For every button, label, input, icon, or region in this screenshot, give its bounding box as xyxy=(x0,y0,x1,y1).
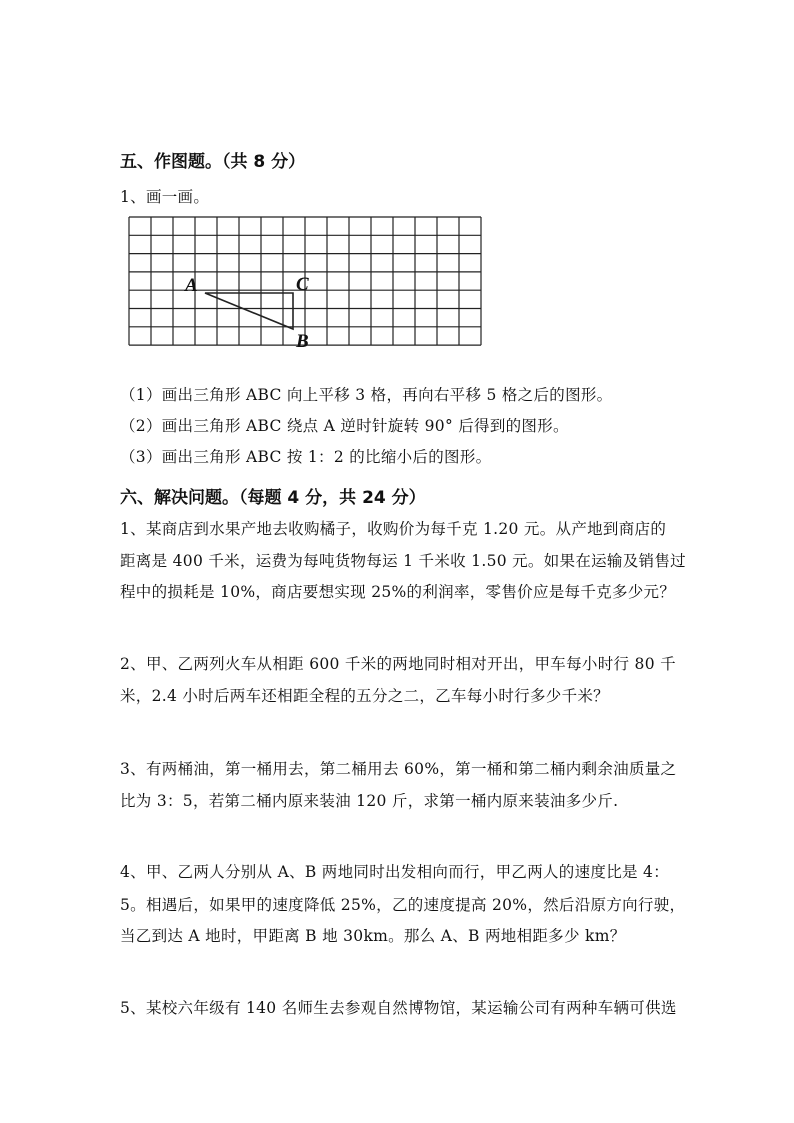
problem-4-line-2: 5。相遇后，如果甲的速度降低 25%，乙的速度提高 20%，然后沿原方向行驶， xyxy=(120,896,686,914)
problem-1-line-3: 程中的损耗是 10%，商店要想实现 25%的利润率，零售价应是每千克多少元？ xyxy=(120,583,676,601)
section6-heading: 六、解决问题。（每题 4 分，共 24 分） xyxy=(120,488,426,508)
question-1-title: 1、画一画。 xyxy=(120,188,210,206)
problem-3-line-1: 3、有两桶油，第一桶用去，第二桶用去 60%，第一桶和第二桶内剩余油质量之 xyxy=(120,760,677,778)
drawing-grid xyxy=(128,216,488,368)
problem-4-line-1: 4、甲、乙两人分别从 A、B 两地同时出发相向而行，甲乙两人的速度比是 4： xyxy=(120,863,669,881)
problem-4-line-3: 当乙到达 A 地时，甲距离 B 地 30km。那么 A、B 两地相距多少 km？ xyxy=(120,927,626,945)
sub-question-3: （3）画出三角形 ABC 按 1：2 的比缩小后的图形。 xyxy=(120,448,492,466)
sub-question-2: （2）画出三角形 ABC 绕点 A 逆时针旋转 90° 后得到的图形。 xyxy=(120,417,569,435)
problem-3-line-2: 比为 3：5，若第二桶内原来装油 120 斤，求第一桶内原来装油多少斤. xyxy=(120,792,619,810)
problem-1-line-1: 1、某商店到水果产地去收购橘子，收购价为每千克 1.20 元。从产地到商店的 xyxy=(120,520,667,538)
label-a: A xyxy=(185,275,198,296)
triangle-abc xyxy=(205,293,293,329)
section5-heading: 五、作图题。（共 8 分） xyxy=(120,152,306,172)
problem-5-line-1: 5、某校六年级有 140 名师生去参观自然博物馆，某运输公司有两种车辆可供选 xyxy=(120,999,677,1017)
label-c: C xyxy=(296,274,309,295)
sub-question-1: （1）画出三角形 ABC 向上平移 3 格，再向右平移 5 格之后的图形。 xyxy=(120,386,613,404)
problem-1-line-2: 距离是 400 千米，运费为每吨货物每运 1 千米收 1.50 元。如果在运输及销售过 xyxy=(120,552,686,570)
problem-2-line-2: 米，2.4 小时后两车还相距全程的五分之二，乙车每小时行多少千米？ xyxy=(120,687,609,705)
label-b: B xyxy=(296,331,309,352)
problem-2-line-1: 2、甲、乙两列火车从相距 600 千米的两地同时相对开出，甲车每小时行 80 千 xyxy=(120,655,676,673)
